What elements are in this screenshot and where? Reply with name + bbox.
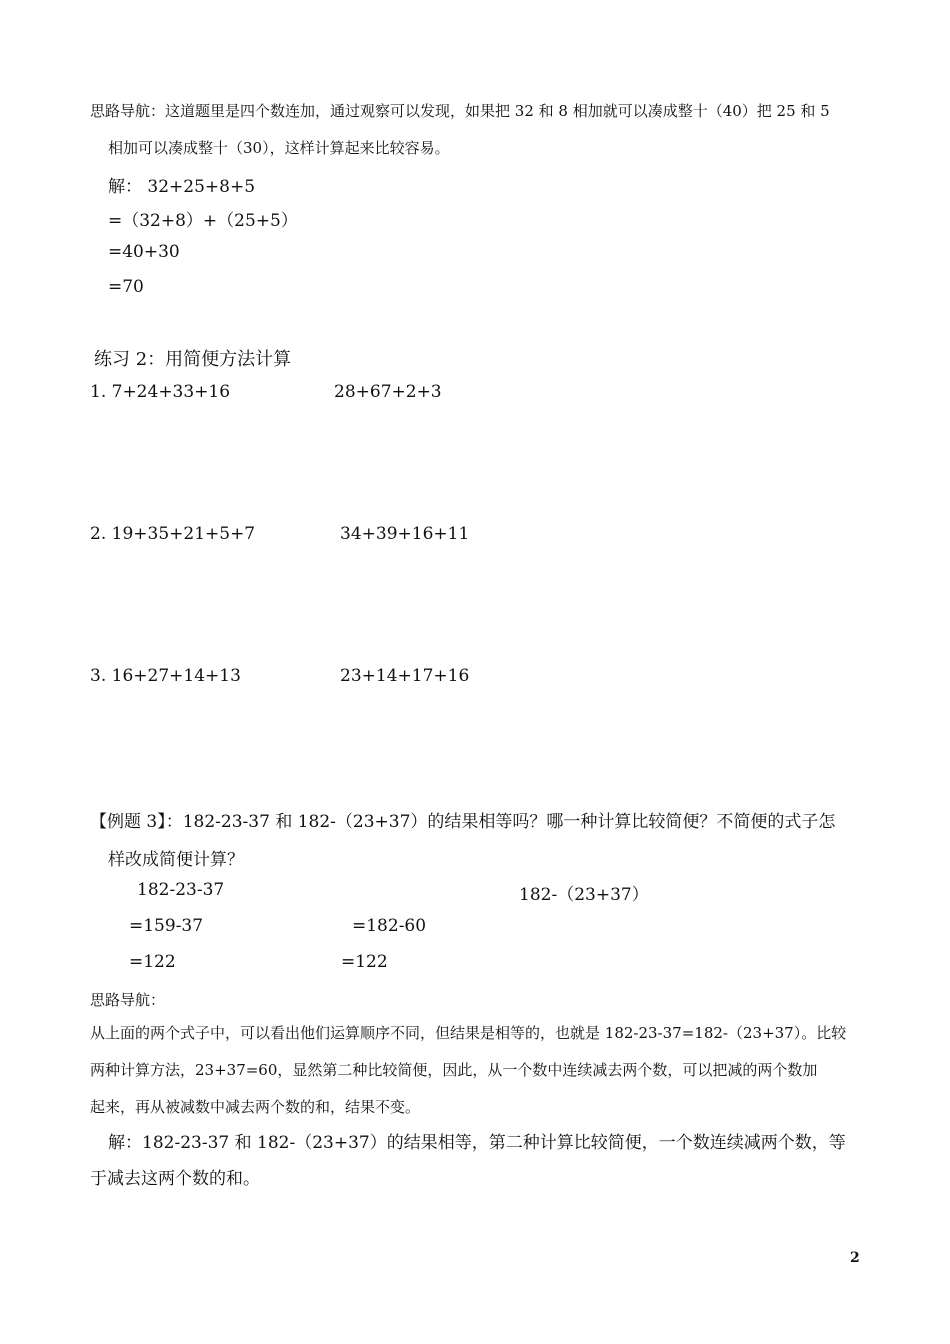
- practice-title: 练习 2：用简便方法计算: [94, 349, 292, 370]
- example3-question-line-2: 样改成简便计算？: [108, 850, 244, 870]
- hint-line-1: 思路导航：这道题里是四个数连加，通过观察可以发现，如果把 32 和 8 相加就可以凑成整十（40）把 25 和 5: [90, 102, 830, 120]
- example3-right-step-1: =182-60: [352, 916, 427, 936]
- practice-row-2-right: 34+39+16+11: [340, 524, 470, 544]
- practice-row-3-left: 3. 16+27+14+13: [90, 666, 241, 686]
- hint-line-2: 相加可以凑成整十（30），这样计算起来比较容易。: [108, 139, 450, 157]
- hint3-line-1: 从上面的两个式子中，可以看出他们运算顺序不同，但结果是相等的，也就是 182-23-37=182-（23+37）。比较: [90, 1024, 847, 1042]
- hint3-line-2: 两种计算方法，23+37=60，显然第二种比较简便，因此，从一个数中连续减去两个数，可以把减的两个数加: [90, 1061, 818, 1079]
- example3-left-step-1: =159-37: [129, 916, 204, 936]
- hint3-title: 思路导航：: [90, 991, 166, 1009]
- solution-line-2: =（32+8）+（25+5）: [108, 211, 298, 231]
- solution-line-1: 解： 32+25+8+5: [108, 177, 256, 197]
- solution-line-4: =70: [108, 277, 144, 297]
- practice-row-1-left: 1. 7+24+33+16: [90, 382, 231, 402]
- solution-line-3: =40+30: [108, 242, 180, 262]
- hint3-line-3: 起来，再从被减数中减去两个数的和，结果不变。: [90, 1098, 421, 1116]
- page-number: 2: [850, 1250, 860, 1266]
- example3-left-step-2: =122: [129, 952, 176, 972]
- example3-left-expr: 182-23-37: [137, 880, 225, 900]
- practice-row-2-left: 2. 19+35+21+5+7: [90, 524, 256, 544]
- example3-right-step-2: =122: [341, 952, 388, 972]
- answer3-line-2: 于减去这两个数的和。: [90, 1169, 260, 1189]
- practice-row-1-right: 28+67+2+3: [334, 382, 442, 402]
- answer3-line-1: 解：182-23-37 和 182-（23+37）的结果相等，第二种计算比较简便，一个数连续减两个数，等: [108, 1133, 846, 1153]
- practice-row-3-right: 23+14+17+16: [340, 666, 470, 686]
- example3-right-expr: 182-（23+37）: [519, 885, 649, 905]
- example3-question-line-1: 【例题 3】：182-23-37 和 182-（23+37）的结果相等吗？哪一种计算比较简便？不简便的式子怎: [90, 812, 836, 832]
